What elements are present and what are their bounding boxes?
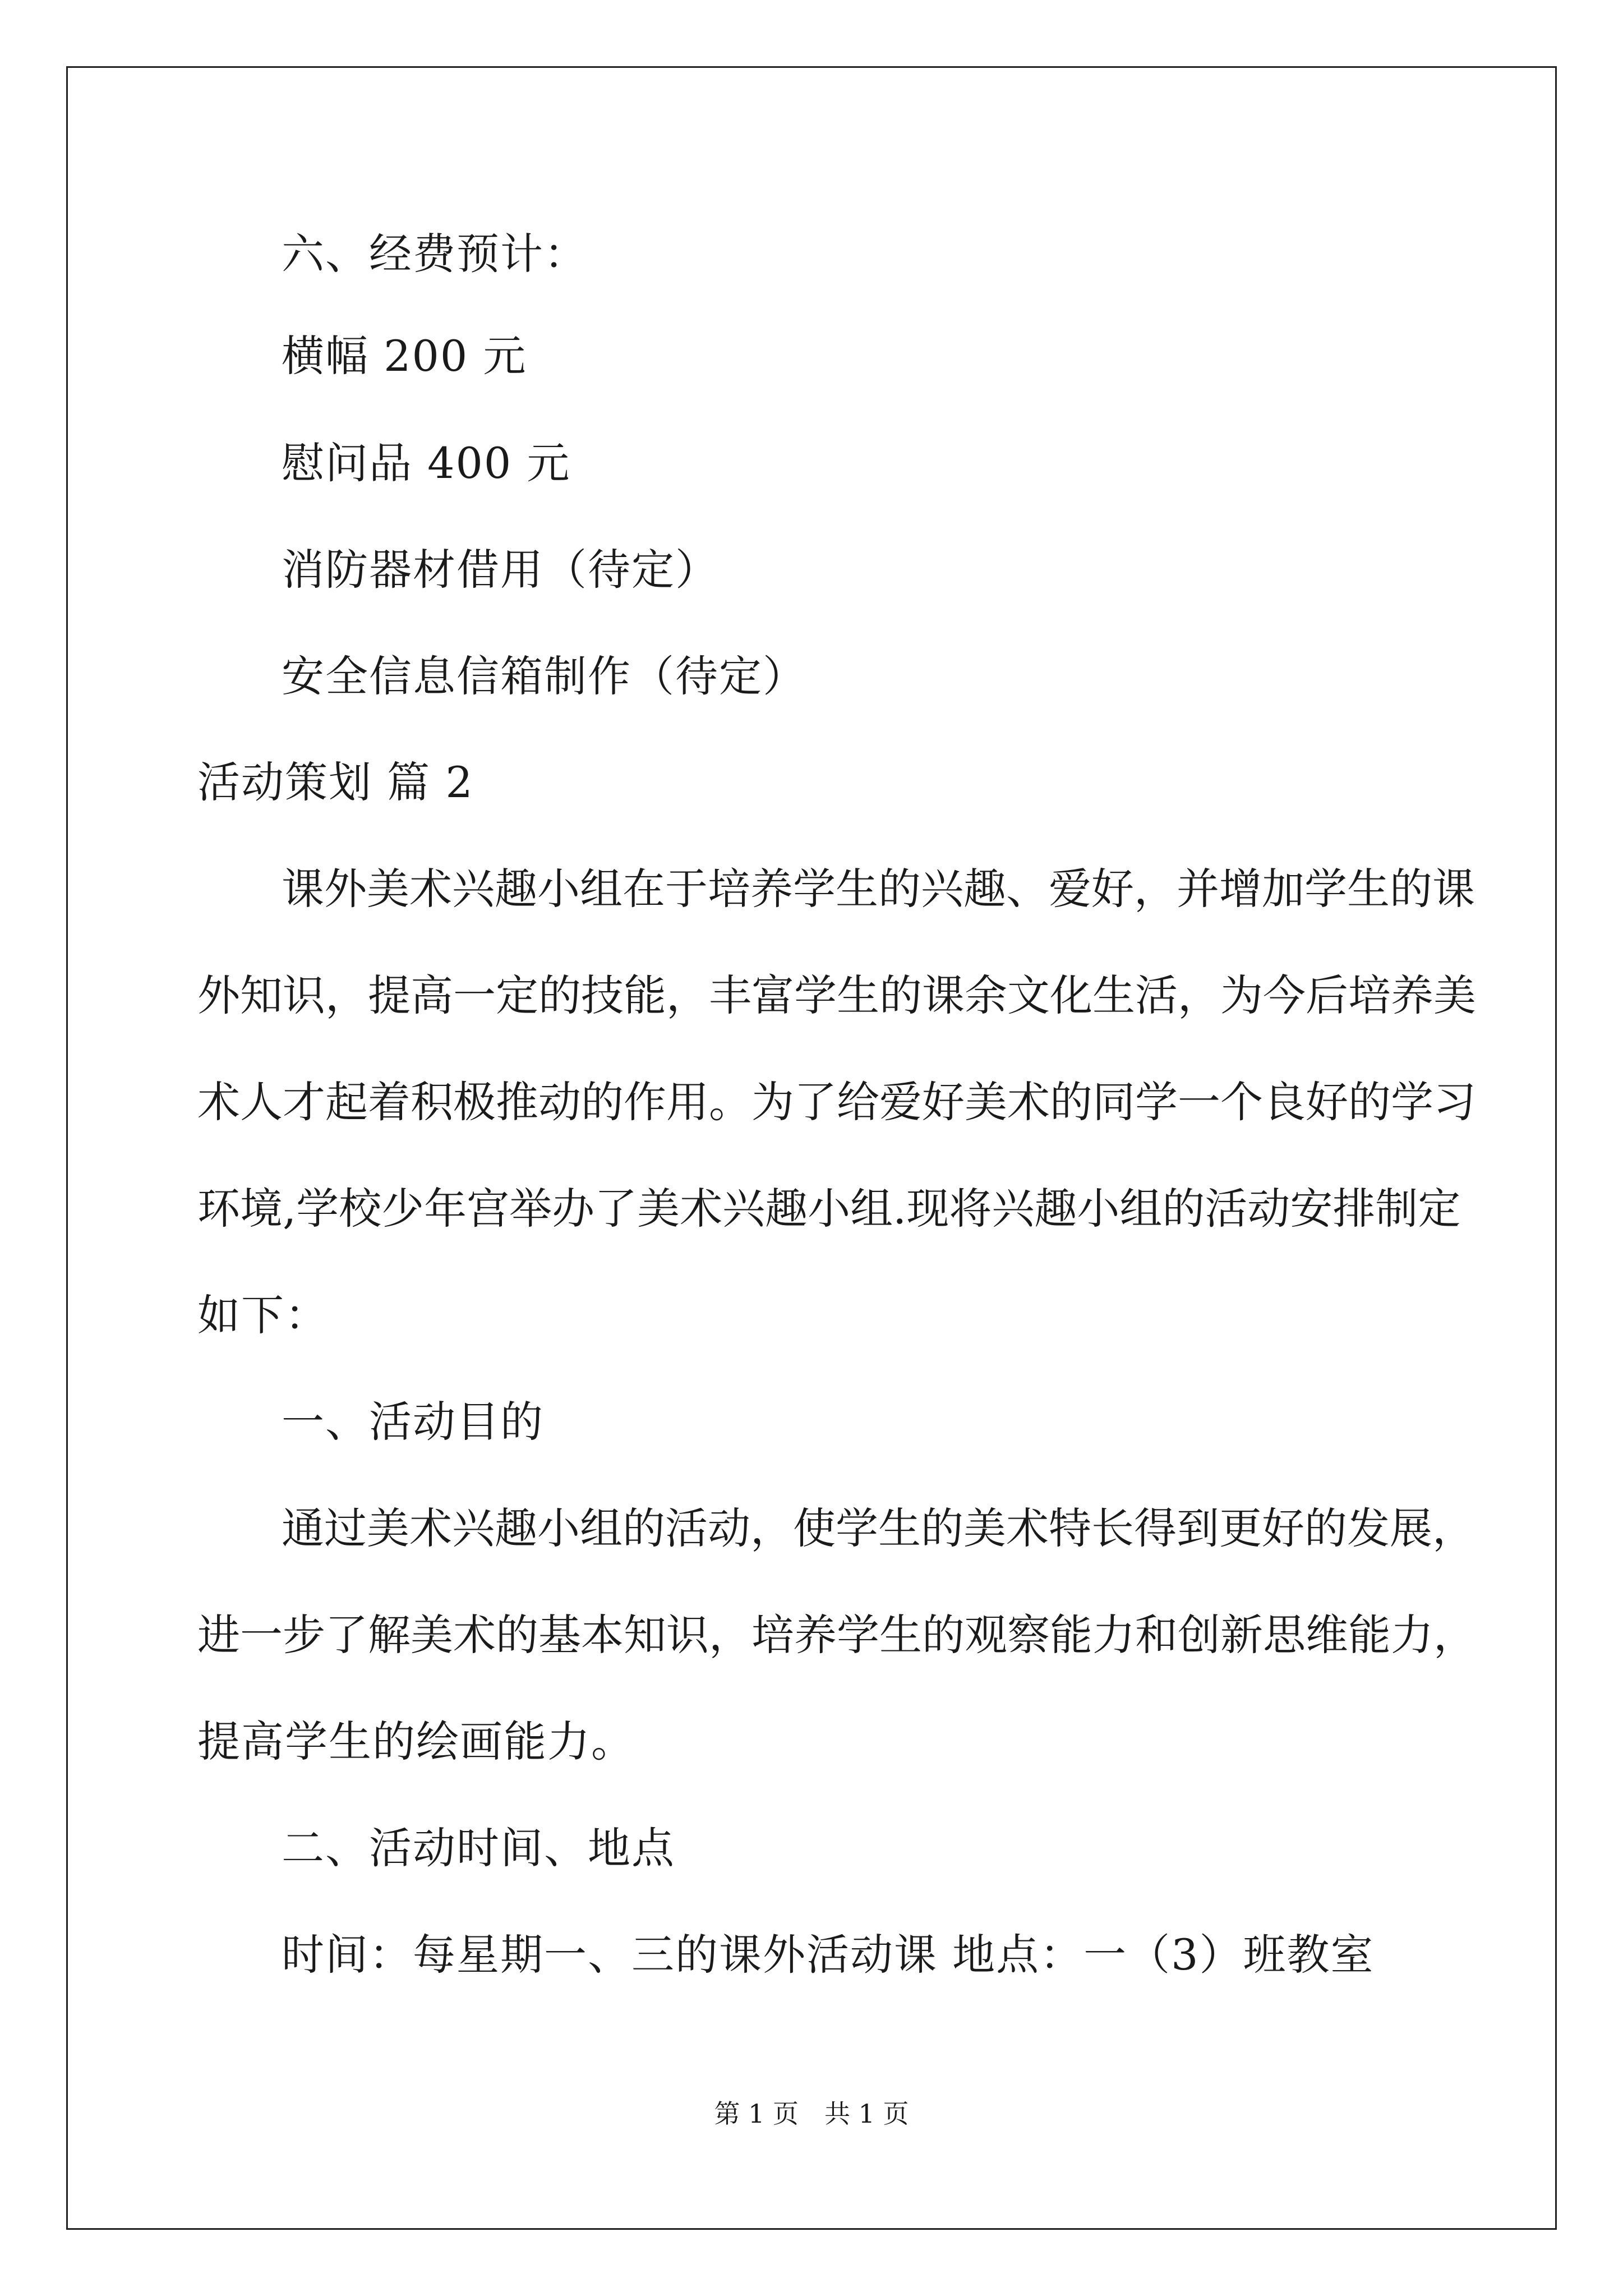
goal-paragraph-line-2: 进一步了解美术的基本知识，培养学生的观察能力和创新思维能力， [197, 1610, 1476, 1660]
section-title: 活动策划 篇 2 [197, 757, 474, 807]
goal-paragraph-line-3: 提高学生的绘画能力。 [197, 1717, 635, 1766]
goal-heading: 一、活动目的 [282, 1397, 544, 1447]
budget-item-banner: 横幅 200 元 [282, 331, 527, 381]
budget-item-mailbox: 安全信息信箱制作（待定） [282, 651, 806, 701]
intro-paragraph-line-5: 如下： [197, 1290, 329, 1340]
goal-paragraph-line-1: 通过美术兴趣小组的活动，使学生的美术特长得到更好的发展， [282, 1503, 1475, 1553]
intro-paragraph-line-1: 课外美术兴趣小组在于培养学生的兴趣、爱好，并增加学生的课 [282, 864, 1475, 914]
time-place-detail: 时间：每星期一、三的课外活动课 地点：一（3）班教室 [282, 1930, 1375, 1980]
budget-heading: 六、经费预计： [282, 229, 588, 279]
budget-item-fire-equipment: 消防器材借用（待定） [282, 545, 719, 595]
intro-paragraph-line-3: 术人才起着积极推动的作用。为了给爱好美术的同学一个良好的学习 [197, 1077, 1476, 1127]
intro-paragraph-line-2: 外知识，提高一定的技能，丰富学生的课余文化生活，为今后培养美 [197, 970, 1476, 1020]
intro-paragraph-line-4: 环境,学校少年宫举办了美术兴趣小组.现将兴趣小组的活动安排制定 [197, 1184, 1461, 1234]
time-place-heading: 二、活动时间、地点 [282, 1823, 675, 1873]
budget-item-gifts: 慰问品 400 元 [282, 438, 571, 488]
page-footer: 第 1 页 共 1 页 [714, 2099, 909, 2129]
page-border [66, 66, 1557, 2230]
